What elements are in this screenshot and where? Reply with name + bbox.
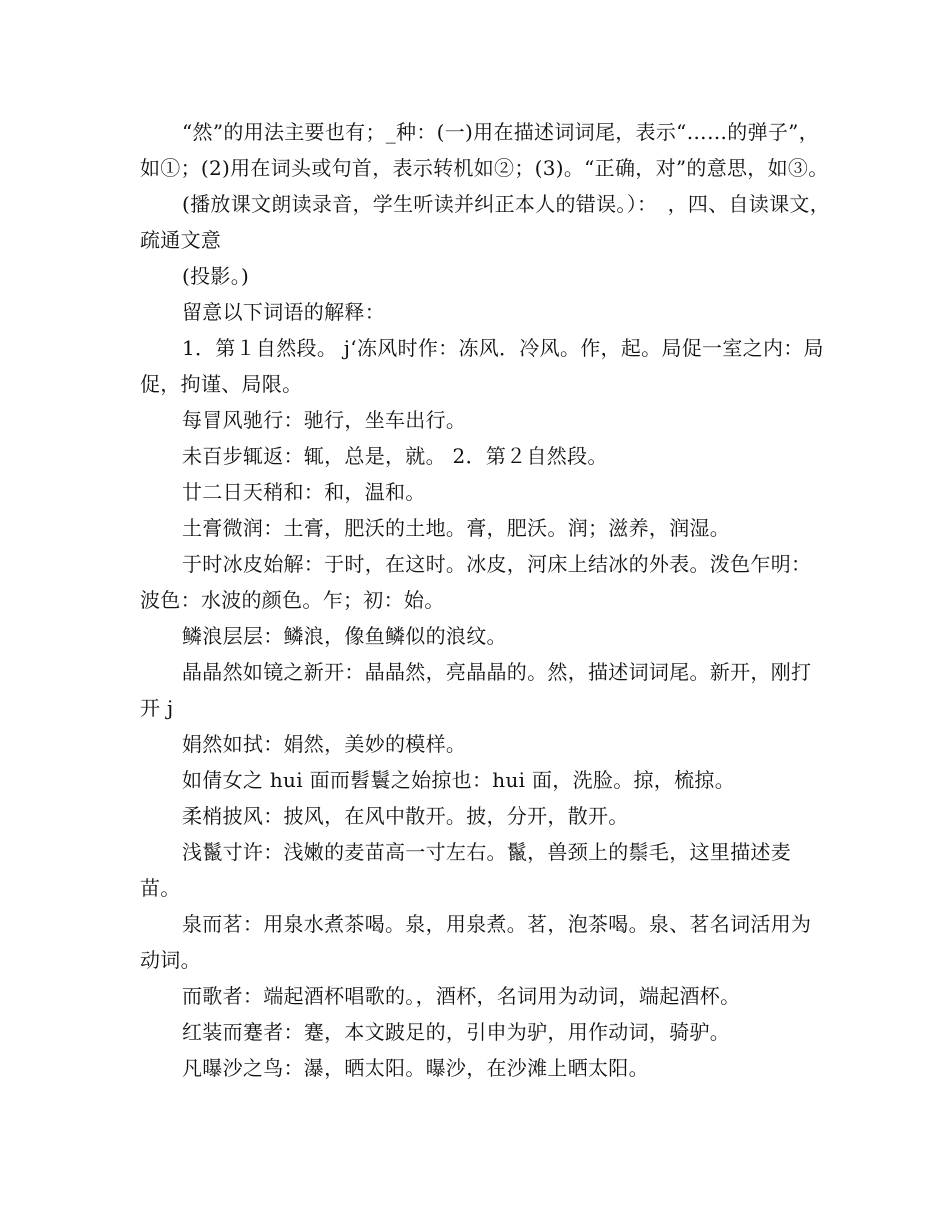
paragraph-projection: (投影。) <box>182 264 250 288</box>
paragraph-jianzhe: 红装而蹇者：蹇，本文跛足的，引申为驴，用作动词，骑驴。 <box>182 1020 731 1044</box>
paragraph-ran-usage: “然”的用法主要也有；_种：(一)用在描述词词尾，表示“……的弹子”，如①；(2)用在词头或句首，表示转机如②；(3)。“正确，对”的意思，如③。 <box>140 120 829 180</box>
paragraph-linlang: 鳞浪层层：鳞浪，像鱼鳞似的浪纹。 <box>182 624 507 648</box>
paragraph-chixing: 每冒风驰行：驰行，坐车出行。 <box>182 408 467 432</box>
paragraph-note-heading: 留意以下词语的解释： <box>182 300 385 324</box>
paragraph-zhe: 未百步辄返：辄，总是，就。 2．第２自然段。 <box>182 444 608 468</box>
paragraph-jingjing: 晶晶然如镜之新开：晶晶然，亮晶晶的。然，描述词词尾。新开，刚打开 j <box>140 660 812 720</box>
paragraph-quan-ming: 泉而茗：用泉水煮茶喝。泉，用泉煮。茗，泡茶喝。泉、茗名词活用为动词。 <box>140 912 812 972</box>
paragraph-roushao: 柔梢披风：披风，在风中散开。披，分开，散开。 <box>182 804 629 828</box>
paragraph-gezhe: 而歌者：端起酒杯唱歌的。，酒杯，名词用为动词，端起酒杯。 <box>182 984 741 1008</box>
document-body <box>140 114 830 1086</box>
paragraph-qianlie: 浅鬣寸许：浅嫩的麦苗高一寸左右。鬣，兽颈上的鬃毛，这里描述麦苗。 <box>140 840 791 900</box>
paragraph-pusha: 凡曝沙之鸟：瀑，晒太阳。曝沙，在沙滩上晒太阳。 <box>182 1056 649 1080</box>
paragraph-he: 廿二日天稍和：和，温和。 <box>182 480 426 504</box>
paragraph-juanran: 娟然如拭：娟然，美妙的模样。 <box>182 732 467 756</box>
paragraph-tugao: 土膏微润：土膏，肥沃的土地。膏，肥沃。润；滋养，润湿。 <box>182 516 731 540</box>
paragraph-qiannv: 如倩女之 hui 面而髫鬟之始掠也：hui 面，洗脸。掠，梳掠。 <box>182 768 735 792</box>
paragraph-bingpi: 于时冰皮始解：于时，在这时。冰皮，河床上结冰的外表。泼色乍明：波色：水波的颜色。乍；初：始。 <box>140 552 812 612</box>
paragraph-recording-instruction: (播放课文朗读录音，学生听读并纠正本人的错误。）： ，四、自读课文，疏通文意 <box>140 192 831 252</box>
paragraph-section-1: 1．第１自然段。 j‘冻风时作：冻风．冷风。作，起。局促一室之内：局促，拘谨、局限。 <box>140 336 824 396</box>
